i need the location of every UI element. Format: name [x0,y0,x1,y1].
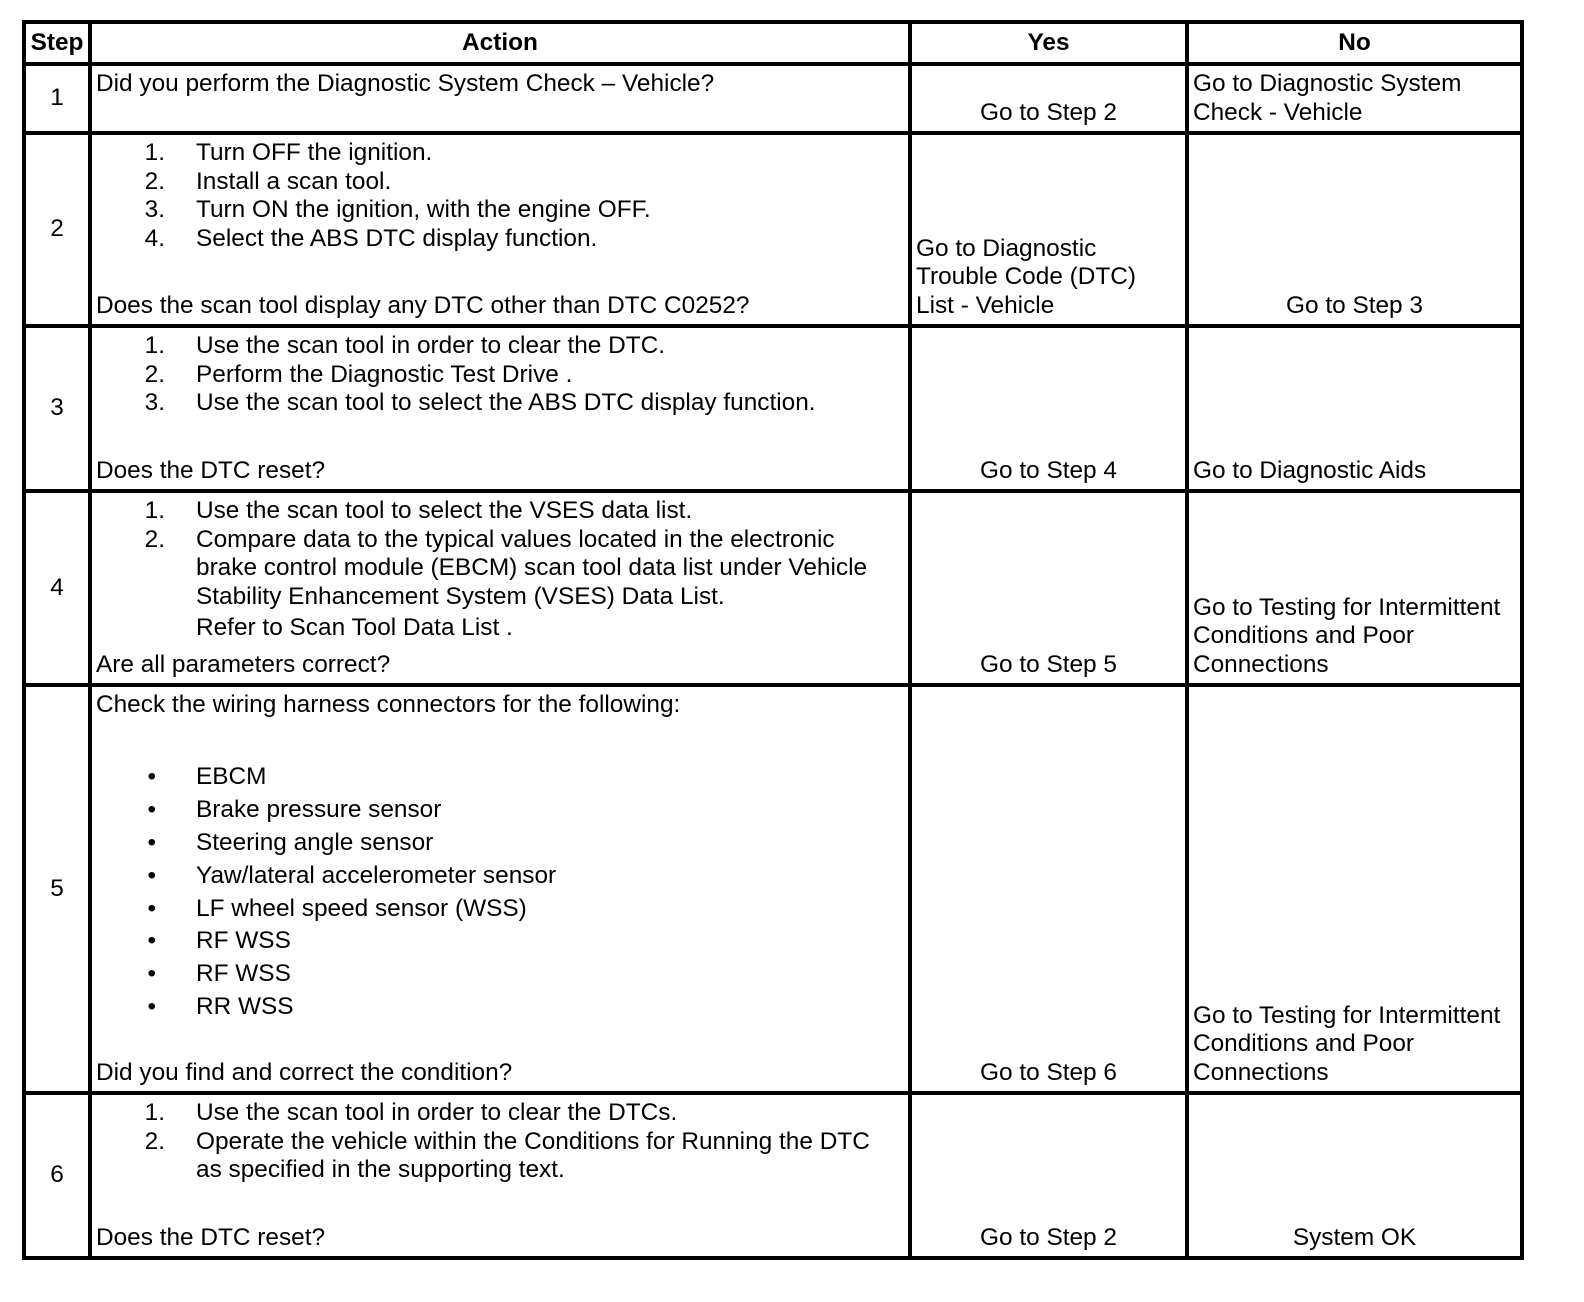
list-text: RF WSS [196,927,291,955]
list-text: Turn OFF the ignition. [196,139,433,166]
step-cell [26,1095,88,1256]
action-cell [92,135,908,324]
list-text: EBCM [196,763,267,790]
list-text: Turn ON the ignition, with the engine OFF. [196,196,651,223]
list-number: 2. [144,1127,165,1155]
list-number: 1. [144,139,165,166]
header-step [26,24,88,62]
yes-outcome: Go to Step 2 [980,1223,1117,1251]
action-question: Did you find and correct the condition? [96,1058,513,1086]
list-item [96,829,895,858]
header-yes-label: Yes [1027,28,1070,56]
list-item [96,1128,895,1185]
no-outcome: Go to Step 3 [1286,291,1423,319]
action-question: Are all parameters correct? [96,650,391,678]
list-text: RR WSS [196,993,294,1021]
action-intro: Check the wiring harness connectors for the following: [96,691,681,718]
list-text: Use the scan tool to select the ABS DTC display function. [196,389,816,416]
list-item [96,361,895,390]
list-item [96,389,895,418]
list-item [96,168,895,197]
list-number: 2. [144,167,165,195]
list-number: 2. [144,525,165,553]
list-text: Compare data to the typical values located in the electronic brake control module (EBCM) scan tool data list under Vehicle Stability Enhancement System (VSES) Data List. [196,525,868,610]
bullet-marker: • [147,927,156,955]
list-item [96,927,895,956]
action-cell [92,328,908,489]
no-outcome: Go to Testing for Intermittent Conditions and Poor Connections [1193,1001,1501,1086]
list-item [96,225,895,254]
step-number: 5 [50,874,64,902]
no-outcome: Go to Testing for Intermittent Conditions and Poor Connections [1193,593,1501,678]
no-cell [1189,687,1520,1091]
action-question: Does the scan tool display any DTC other than DTC C0252? [96,291,750,319]
action-cell [92,493,908,683]
list-text: Use the scan tool in order to clear the DTC. [196,332,666,359]
yes-cell [912,66,1185,131]
bullet-marker: • [147,993,156,1021]
list-text: RF WSS [196,960,291,988]
list-item [96,526,895,643]
bullet-marker: • [147,763,156,790]
list-text: LF wheel speed sensor (WSS) [196,894,527,922]
no-outcome: Go to Diagnostic Aids [1193,456,1427,484]
step-number: 4 [50,573,64,601]
header-action [92,24,908,62]
list-number: 1. [144,497,165,524]
bullet-marker: • [147,828,156,856]
list-item [96,895,895,924]
list-text: Brake pressure sensor [196,795,442,823]
list-text: Steering angle sensor [196,828,434,856]
list-text: Use the scan tool to select the VSES data list. [196,497,693,524]
yes-outcome: Go to Step 6 [980,1058,1117,1086]
list-text: Perform the Diagnostic Test Drive . [196,360,573,388]
bullet-marker: • [147,960,156,988]
list-text: Select the ABS DTC display function. [196,224,598,252]
bullet-list [96,763,895,1026]
bullet-marker: • [147,795,156,823]
action-cell [92,66,908,131]
list-number: 1. [144,1099,165,1126]
yes-outcome: Go to Step 2 [980,98,1117,126]
action-question: Did you perform the Diagnostic System Check – Vehicle? [96,70,715,97]
numbered-list [96,497,895,642]
no-cell [1189,1095,1520,1256]
list-item [96,332,895,361]
list-text-block [196,526,895,643]
step-cell [26,66,88,131]
yes-cell [912,1095,1185,1256]
list-text: Use the scan tool in order to clear the DTCs. [196,1099,678,1126]
list-item [96,139,895,168]
header-yes [912,24,1185,62]
list-text: Install a scan tool. [196,167,392,195]
no-cell [1189,66,1520,131]
header-step-label: Step [30,28,84,56]
no-outcome: System OK [1292,1223,1417,1251]
yes-cell [912,328,1185,489]
yes-cell [912,135,1185,324]
list-number: 2. [144,360,165,388]
header-no [1189,24,1520,62]
numbered-list [96,332,895,418]
list-number: 4. [144,224,165,252]
action-cell [92,1095,908,1256]
yes-outcome: Go to Step 4 [980,456,1117,484]
list-item [96,1099,895,1128]
yes-outcome: Go to Diagnostic Trouble Code (DTC) List - Vehicle [916,234,1137,319]
no-cell [1189,328,1520,489]
step-cell [26,135,88,324]
list-text: Yaw/lateral accelerometer sensor [196,861,557,889]
step-number: 2 [50,215,64,243]
list-number: 3. [144,389,165,416]
numbered-list [96,1099,895,1185]
no-outcome: Go to Diagnostic System Check - Vehicle [1193,70,1462,126]
list-item [96,960,895,989]
header-no-label: No [1338,28,1371,56]
yes-cell [912,493,1185,683]
bullet-marker: • [147,894,156,922]
list-number: 1. [144,332,165,359]
numbered-list [96,139,895,253]
bullet-marker: • [147,861,156,889]
action-question: Does the DTC reset? [96,456,326,484]
list-item [96,993,895,1022]
action-cell [92,687,908,1091]
list-item [96,763,895,792]
list-note: Refer to Scan Tool Data List . [196,613,513,641]
yes-outcome: Go to Step 5 [980,650,1117,678]
step-number: 3 [50,394,64,422]
diagnostic-table [22,20,1524,1260]
list-text: Operate the vehicle within the Conditions for Running the DTC as specified in the supporting text. [196,1127,870,1183]
action-question: Does the DTC reset? [96,1223,326,1251]
list-item [96,196,895,225]
no-cell [1189,493,1520,683]
step-number: 1 [50,84,64,112]
list-item [96,796,895,825]
step-cell [26,328,88,489]
list-item [96,862,895,891]
list-item [96,497,895,526]
list-number: 3. [144,196,165,223]
step-number: 6 [50,1161,64,1189]
yes-cell [912,687,1185,1091]
step-cell [26,493,88,683]
step-cell [26,687,88,1091]
no-cell [1189,135,1520,324]
header-action-label: Action [462,28,538,56]
